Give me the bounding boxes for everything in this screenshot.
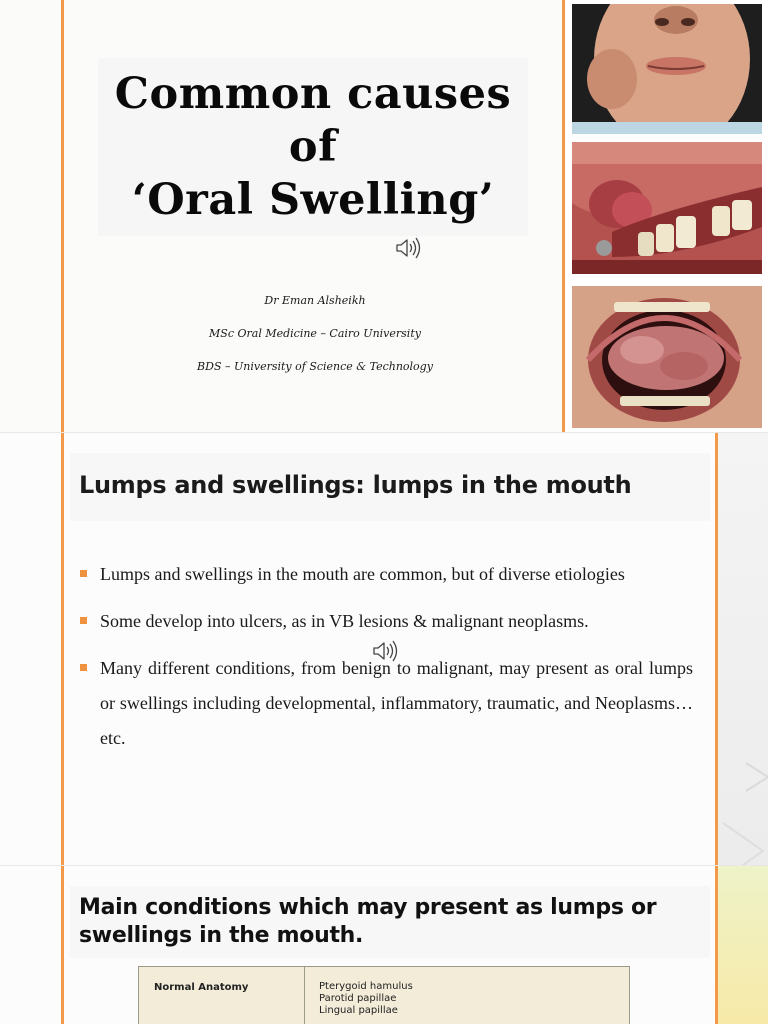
- decorative-strip: [718, 866, 768, 1024]
- conditions-table: [138, 966, 630, 1024]
- accent-line: [562, 0, 565, 432]
- bullet-text: Many different conditions, from benign to malignant, may present as oral lumps or swellings including developmental, inflammatory, traumatic, and Neoplasms…etc.: [100, 658, 693, 748]
- title-line: of: [288, 122, 338, 172]
- table-item: Pterygoid hamulus: [319, 981, 413, 992]
- bullet-item: [79, 604, 693, 639]
- bullet-square-icon: [80, 570, 87, 577]
- slide-lumps: [0, 432, 768, 865]
- decorative-strip: [718, 433, 768, 865]
- slide-main-conditions: [0, 865, 768, 1024]
- table-item: Lingual papillae: [319, 1005, 398, 1016]
- slide-title: Lumps and swellings: lumps in the mouth: [79, 471, 632, 499]
- photo-column: [566, 0, 768, 432]
- author-name: Dr Eman Alsheikh: [264, 294, 366, 307]
- bullet-square-icon: [80, 664, 87, 671]
- accent-line: [61, 433, 64, 865]
- table-divider: [304, 967, 305, 1024]
- title-line: Common causes: [114, 69, 512, 119]
- table-item: Parotid papillae: [319, 993, 397, 1004]
- credential-bds: BDS – University of Science & Technology: [197, 360, 433, 373]
- bullet-square-icon: [80, 617, 87, 624]
- bullet-text: Some develop into ulcers, as in VB lesions & malignant neoplasms.: [100, 611, 589, 631]
- title-line: ‘Oral Swelling’: [131, 175, 495, 225]
- bullet-item: [79, 651, 693, 756]
- table-items: [319, 981, 413, 1017]
- face-swelling-photo: [572, 4, 762, 134]
- bullet-item: [79, 557, 693, 592]
- speaker-icon[interactable]: [371, 639, 399, 663]
- slide-title: Main conditions which may present as lumps or swellings in the mouth.: [79, 895, 657, 948]
- title-box: [98, 58, 528, 236]
- slide-title: [0, 0, 768, 432]
- accent-line: [61, 0, 64, 432]
- gingival-swelling-photo: [572, 142, 762, 274]
- accent-line: [61, 866, 64, 1024]
- tongue-swelling-photo: [572, 286, 762, 428]
- credential-msc: MSc Oral Medicine – Cairo University: [209, 327, 421, 340]
- speaker-icon[interactable]: [394, 236, 422, 260]
- bullet-text: Lumps and swellings in the mouth are common, but of diverse etiologies: [100, 564, 625, 584]
- table-category: Normal Anatomy: [154, 982, 249, 993]
